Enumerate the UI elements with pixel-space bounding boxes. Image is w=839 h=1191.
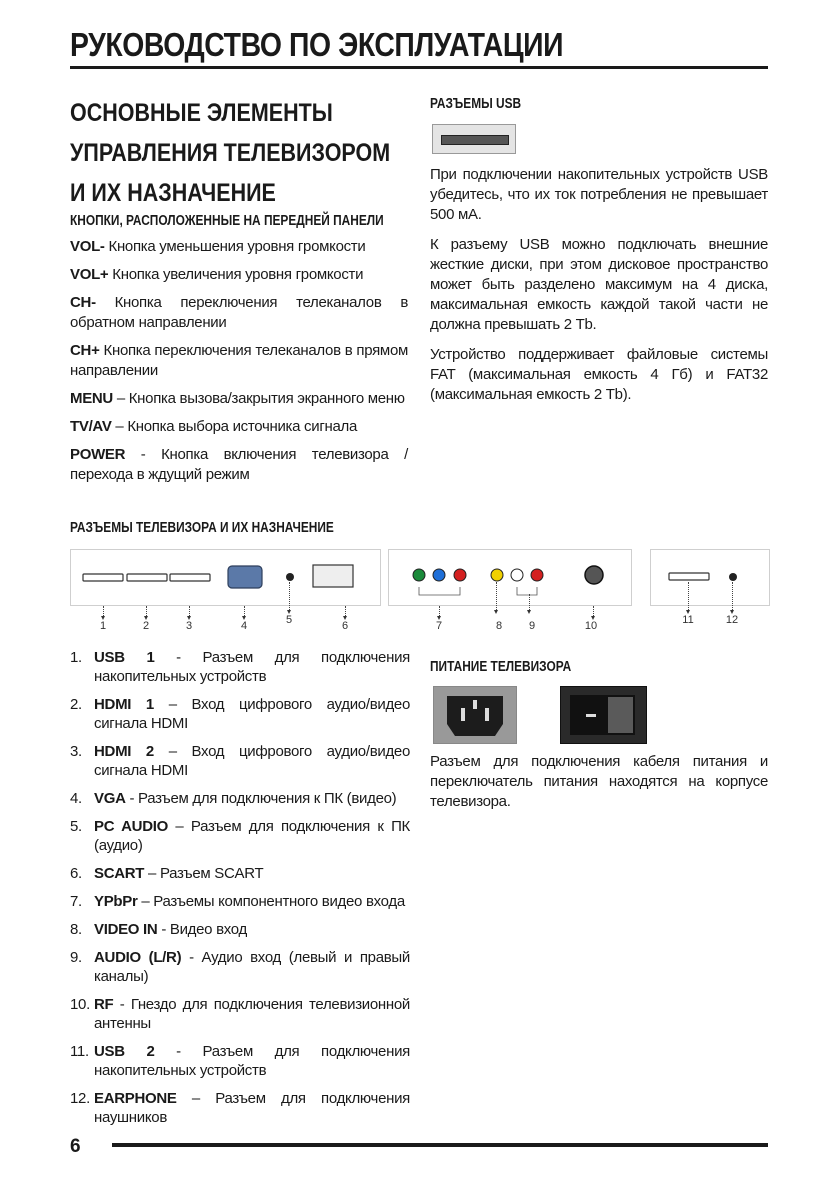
port-item	[70, 789, 410, 808]
port-key: SCART	[94, 865, 145, 882]
usb2-port-icon	[669, 573, 709, 580]
scart-port-icon	[313, 565, 353, 587]
port-index: 6.	[70, 865, 82, 882]
button-item	[70, 389, 408, 409]
ypbpr-pr-icon	[454, 569, 466, 581]
port-index: 12.	[70, 1090, 90, 1107]
diagram-number: 7	[435, 620, 443, 632]
button-desc: - Кнопка включения телевизора / перехода в ждущий режим	[70, 446, 408, 483]
button-item	[70, 293, 408, 333]
port-item	[70, 817, 410, 855]
port-index: 9.	[70, 949, 82, 966]
diagram-number: 4	[240, 620, 248, 632]
diagram-number: 3	[185, 620, 193, 632]
button-item	[70, 237, 408, 257]
button-key: MENU	[70, 390, 113, 407]
hdmi1-port-icon	[127, 574, 167, 581]
port-key: EARPHONE	[94, 1090, 177, 1107]
diagram-number: 8	[495, 620, 503, 632]
front-panel-subheading: КНОПКИ, РАСПОЛОЖЕННЫЕ НА ПЕРЕДНЕЙ ПАНЕЛИ	[70, 213, 384, 229]
port-desc: – Вход цифрового аудио/видео сигнала HDMI	[94, 696, 410, 732]
pc-audio-port-icon	[286, 573, 294, 581]
port-desc: – Разъем SCART	[144, 865, 264, 882]
earphone-port-icon	[729, 573, 737, 581]
panel-left-ports	[71, 550, 382, 607]
usb-paragraph: К разъему USB можно подключать внешние жесткие диски, при этом дисковое пространство может быть разделено максимум на 4 диска, максимальная емкость каждой такой части не должна превышать 2 Tb.	[430, 236, 768, 333]
button-key: CH+	[70, 342, 100, 359]
port-key: PC AUDIO	[94, 818, 168, 835]
connectors-heading: РАЗЪЕМЫ ТЕЛЕВИЗОРА И ИХ НАЗНАЧЕНИЕ	[70, 520, 334, 536]
port-key: YPbPr	[94, 893, 138, 910]
port-item	[70, 995, 410, 1033]
button-item	[70, 417, 408, 437]
port-index: 8.	[70, 921, 82, 938]
port-index: 4.	[70, 790, 82, 807]
port-item	[70, 920, 410, 939]
diagram-number: 11	[682, 614, 694, 626]
port-desc: - Гнездо для подключения телевизионной антенны	[94, 996, 410, 1032]
button-key: VOL-	[70, 238, 105, 255]
usb-paragraph: При подключении накопительных устройств USB убедитесь, что их ток потребления не превышает 500 мА.	[430, 166, 768, 223]
port-list	[70, 648, 410, 1136]
port-item	[70, 864, 410, 883]
panel-right-ports	[651, 550, 771, 607]
controls-heading-line-2: УПРАВЛЕНИЯ ТЕЛЕВИЗОРОМ	[70, 139, 391, 167]
port-index: 5.	[70, 818, 82, 835]
button-key: CH-	[70, 294, 96, 311]
port-item	[70, 892, 410, 911]
port-item	[70, 648, 410, 686]
port-desc: - Разъем для подключения накопительных устройств	[94, 649, 410, 685]
port-index: 3.	[70, 743, 82, 760]
port-item	[70, 742, 410, 780]
port-desc: – Вход цифрового аудио/видео сигнала HDMI	[94, 743, 410, 779]
hdmi2-port-icon	[170, 574, 210, 581]
port-index: 11.	[70, 1043, 89, 1060]
port-desc: – Разъем для подключения наушников	[94, 1090, 410, 1126]
diagram-number: 5	[285, 614, 293, 626]
diagram-number: 9	[528, 620, 536, 632]
port-key: USB 1	[94, 649, 155, 666]
button-desc: Кнопка переключения телеканалов в прямом направлении	[70, 342, 408, 379]
button-desc: Кнопка уменьшения уровня громкости	[104, 238, 366, 255]
button-desc: – Кнопка выбора источника сигнала	[111, 418, 358, 435]
audio-l-icon	[511, 569, 523, 581]
port-desc: - Разъем для подключения к ПК (видео)	[125, 790, 397, 807]
port-item	[70, 948, 410, 986]
button-key: VOL+	[70, 266, 109, 283]
port-desc: – Разъем для подключения к ПК (аудио)	[94, 818, 410, 854]
button-desc: Кнопка переключения телеканалов в обратном направлении	[70, 294, 408, 331]
port-key: VGA	[94, 790, 126, 807]
diagram-number: 2	[142, 620, 150, 632]
diagram-number: 12	[725, 614, 739, 626]
button-list	[70, 237, 408, 485]
power-socket-icon	[433, 686, 517, 744]
footer-divider	[112, 1143, 768, 1147]
port-index: 2.	[70, 696, 82, 713]
port-desc: - Разъем для подключения накопительных устройств	[94, 1043, 410, 1079]
rf-port-icon	[585, 566, 603, 584]
port-index: 1.	[70, 649, 82, 666]
panel-right	[650, 549, 770, 606]
button-desc: Кнопка увеличения уровня громкости	[108, 266, 364, 283]
port-index: 7.	[70, 893, 82, 910]
button-desc: – Кнопка вызова/закрытия экранного меню	[112, 390, 405, 407]
port-desc: – Разъемы компонентного видео входа	[137, 893, 405, 910]
video-in-icon	[491, 569, 503, 581]
panel-middle	[388, 549, 632, 606]
panel-middle-ports	[389, 550, 633, 607]
port-key: HDMI 2	[94, 743, 154, 760]
usb1-port-icon	[83, 574, 123, 581]
vga-port-icon	[228, 566, 262, 588]
port-key: AUDIO (L/R)	[94, 949, 182, 966]
button-item	[70, 265, 408, 285]
usb-paragraph: Устройство поддерживает файловые системы FAT (максимальная емкость 4 Гб) и FAT32 (максимальная емкость 2 Tb).	[430, 346, 768, 403]
controls-heading-line-1: ОСНОВНЫЕ ЭЛЕМЕНТЫ	[70, 99, 333, 127]
power-description: Разъем для подключения кабеля питания и переключатель питания находятся на корпусе телевизора.	[430, 753, 768, 810]
title-divider	[70, 66, 768, 69]
panel-left	[70, 549, 381, 606]
button-item	[70, 341, 408, 381]
port-index: 10.	[70, 996, 90, 1013]
audio-r-icon	[531, 569, 543, 581]
port-item	[70, 695, 410, 733]
diagram-number: 10	[584, 620, 598, 632]
diagram-number: 1	[99, 620, 107, 632]
page-title: РУКОВОДСТВО ПО ЭКСПЛУАТАЦИИ	[70, 26, 564, 63]
controls-heading-line-3: И ИХ НАЗНАЧЕНИЕ	[70, 179, 276, 207]
usb-text	[430, 165, 768, 415]
controls-section	[70, 93, 408, 493]
diagram-number: 6	[341, 620, 349, 632]
port-item	[70, 1042, 410, 1080]
ypbpr-y-icon	[413, 569, 425, 581]
button-key: TV/AV	[70, 418, 112, 435]
power-switch-icon	[560, 686, 647, 744]
ypbpr-pb-icon	[433, 569, 445, 581]
button-item	[70, 445, 408, 485]
page-number: 6	[70, 1136, 81, 1157]
port-item	[70, 1089, 410, 1127]
port-key: USB 2	[94, 1043, 155, 1060]
port-desc: - Видео вход	[157, 921, 247, 938]
port-key: RF	[94, 996, 114, 1013]
port-key: VIDEO IN	[94, 921, 158, 938]
port-key: HDMI 1	[94, 696, 154, 713]
usb-port-icon	[432, 124, 516, 154]
button-key: POWER	[70, 446, 126, 463]
usb-section	[430, 96, 768, 112]
power-heading: ПИТАНИЕ ТЕЛЕВИЗОРА	[430, 659, 572, 675]
usb-heading: РАЗЪЕМЫ USB	[430, 96, 522, 112]
port-desc: - Аудио вход (левый и правый каналы)	[94, 949, 410, 985]
